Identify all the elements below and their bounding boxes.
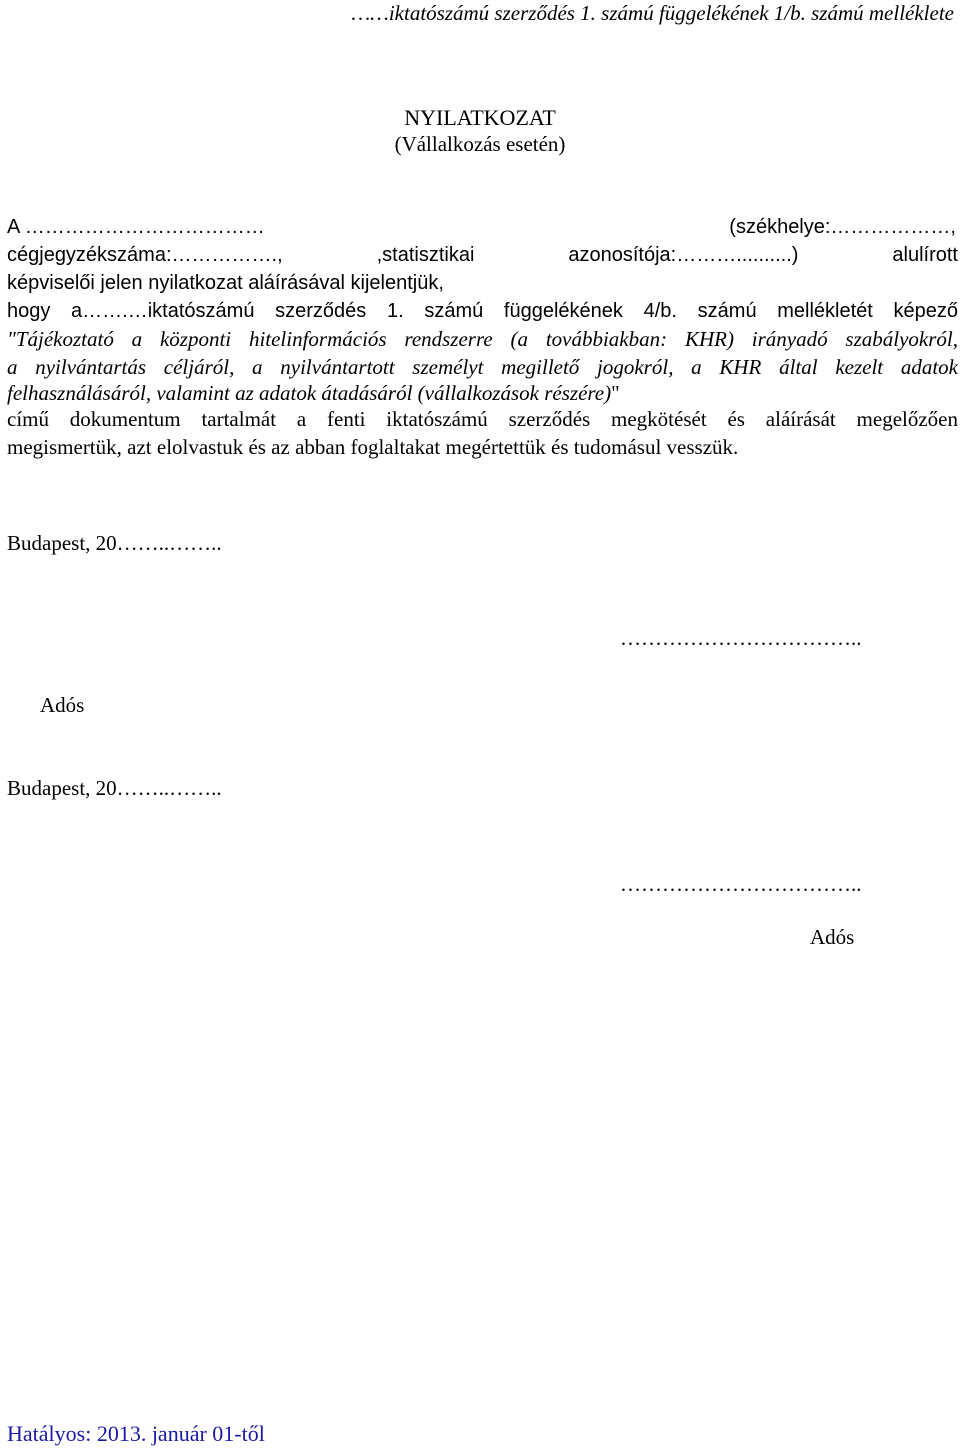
registration-line — [7, 242, 958, 270]
document-reference-header: ……iktatószámú szerződés 1. számú függelékének 1/b. számú melléklete — [351, 1, 954, 25]
undersigned-label: alulírott — [892, 244, 958, 266]
company-seat-blank: (székhelye:………………, — [729, 216, 956, 238]
document-name-line-3 — [7, 380, 620, 408]
debtor-label-2: Adós — [810, 925, 855, 949]
appendix-reference: 1. számú függelékének 4/b. — [386, 300, 677, 322]
statistical-label: ,statisztikai — [376, 244, 475, 266]
signature-line-1: …………………………….. — [620, 626, 862, 650]
document-name-line-2: a nyilvántartás céljáról, a nyilvántartott személyt megillető jogokról, a KHR által kezelt adatok — [7, 355, 958, 379]
effective-date-footer: Hatályos: 2013. január 01-től — [7, 1421, 265, 1446]
place-date-1: Budapest, 20……..…….. — [7, 531, 222, 555]
acknowledgement-line-1: című dokumentum tartalmát a fenti iktatószámú szerződés megkötését és aláírását megelőzően — [7, 407, 958, 431]
closing-quote: " — [611, 381, 620, 405]
document-name-line-1: "Tájékoztató a központi hitelinformációs rendszerre (a továbbiakban: KHR) irányadó szabályokról, — [7, 327, 958, 351]
signature-line-2: …………………………….. — [620, 872, 862, 896]
registration-number-blank: cégjegyzékszáma:……………., — [7, 244, 377, 266]
contract-word: szerződés — [275, 300, 367, 322]
document-name-end: felhasználásáról, valamint az adatok átadásáról (vállalkozások részére) — [7, 381, 612, 405]
contract-reference-line — [7, 298, 958, 326]
debtor-label-1: Adós — [40, 693, 85, 717]
place-date-2: Budapest, 20……..…….. — [7, 776, 222, 800]
company-name-blank: A ……………………………… — [7, 216, 265, 238]
document-title: NYILATKOZAT — [404, 105, 556, 130]
annex-reference: számú mellékletét képező — [697, 300, 958, 322]
acknowledgement-line-2: megismertük, azt elolvastuk és az abban foglaltakat megértettük és tudomásul vesszük. — [7, 435, 739, 459]
representatives-statement: képviselői jelen nyilatkozat aláírásával kijelentjük, — [7, 272, 444, 294]
document-subtitle: (Vállalkozás esetén) — [394, 132, 566, 156]
contract-number-blank: hogy a…….…iktatószámú — [7, 300, 255, 322]
statistical-id-blank: azonosítója:………..........) — [568, 244, 799, 266]
